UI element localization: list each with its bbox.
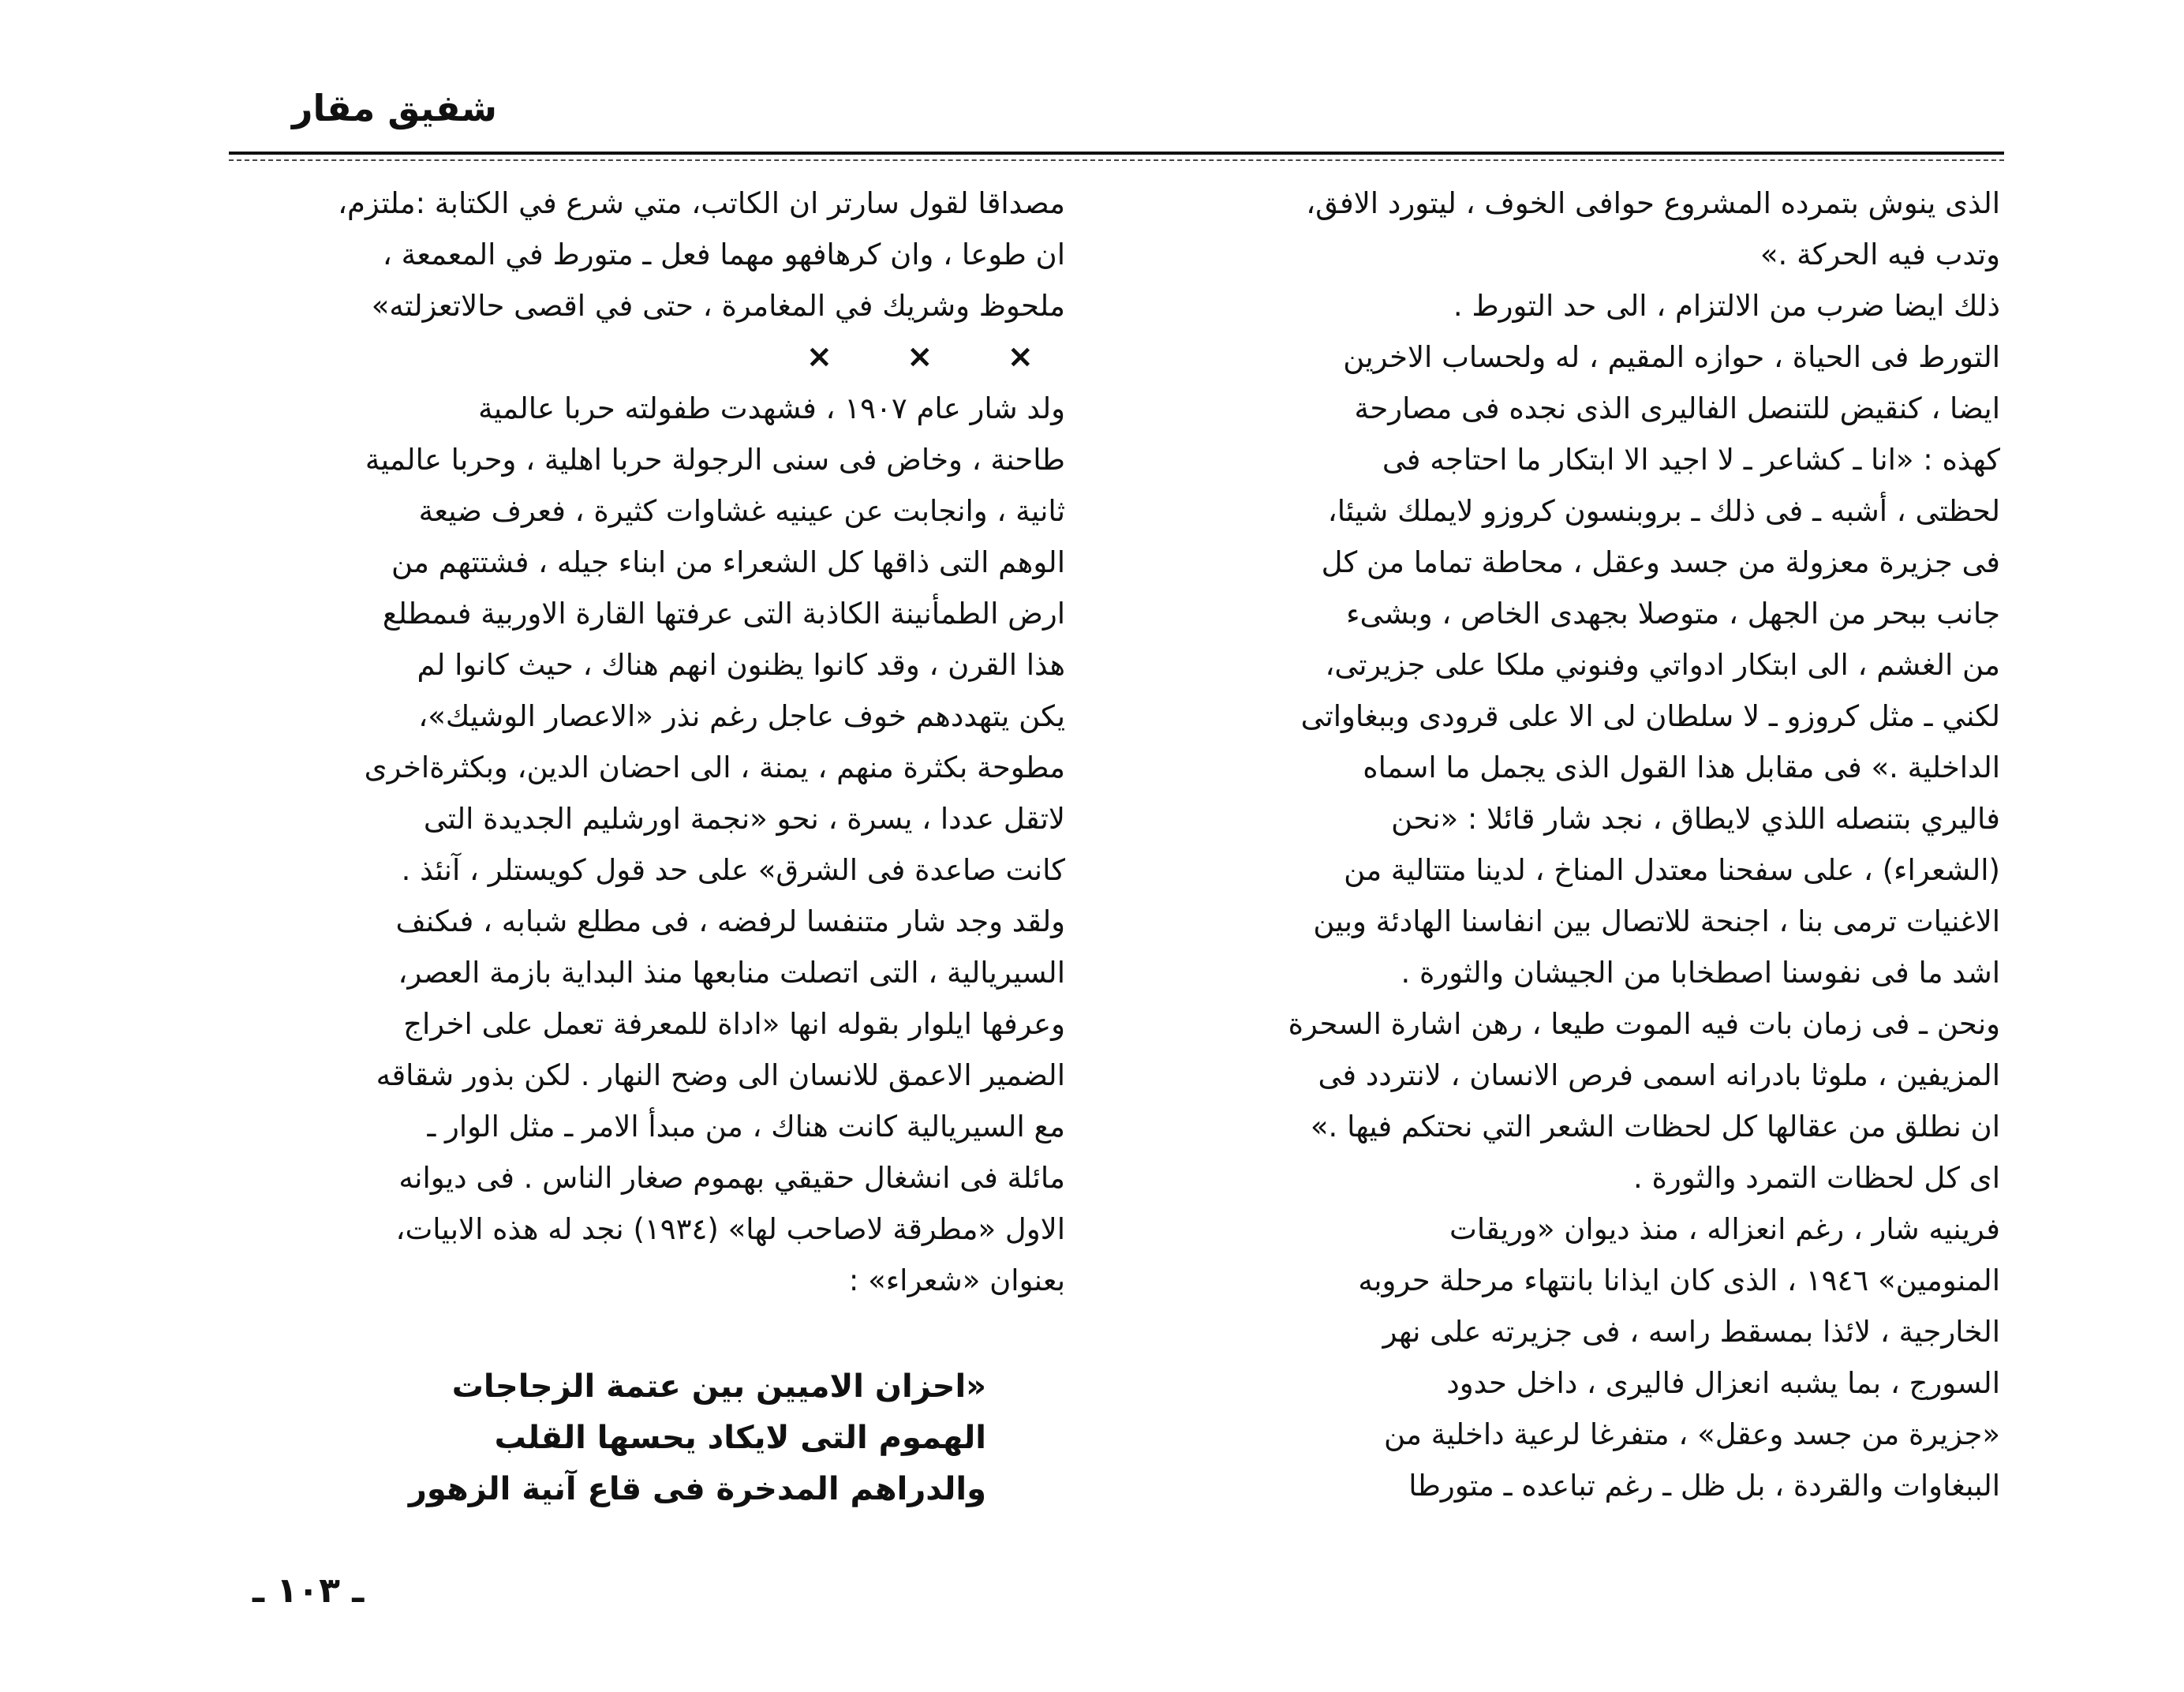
left-text-column — [201, 178, 1065, 1306]
text-line: ملحوظ وشريك في المغامرة ، حتى في اقصى حالاتعزلته» — [371, 289, 1065, 323]
text-line: اشد ما فى نفوسنا اصطخابا من الجيشان والثورة . — [1401, 956, 2000, 990]
text-line: الاول «مطرقة لاصاحب لها» (١٩٣٤) نجد له هذه الابيات، — [395, 1212, 1065, 1246]
text-line: التورط فى الحياة ، حوازه المقيم ، له ولحساب الاخرين — [1343, 340, 2000, 374]
text-line: ولقد وجد شار متنفسا لرفضه ، فى مطلع شبابه ، فىكنف — [395, 904, 1065, 938]
text-line: مصداقا لقول سارتر ان الكاتب، متي شرع في الكتابة :ملتزم، — [338, 186, 1065, 220]
text-line: ان نطلق من عقالها كل لحظات الشعر التي نحتكم فيها .» — [1310, 1110, 2000, 1144]
text-line: الوهم التى ذاقها كل الشعراء من ابناء جيله ، فشتتهم من — [391, 545, 1065, 579]
text-line: ايضا ، كنقيض للتنصل الفاليرى الذى نجده فى مصارحة — [1354, 391, 2000, 425]
text-line: لاتقل عددا ، يسرة ، نحو «نجمة اورشليم الجديدة التى — [423, 802, 1065, 836]
text-line: اى كل لحظات التمرد والثورة . — [1632, 1161, 2000, 1195]
text-line: ان طوعا ، وان كرهافهو مهما فعل ـ متورط في المعمعة ، — [382, 238, 1065, 271]
text-line: فى جزيرة معزولة من جسد وعقل ، محاطة تماما من كل — [1321, 545, 2000, 579]
text-line: الببغاوات والقردة ، بل ظل ـ رغم تباعده ـ متورطا — [1408, 1469, 2000, 1503]
text-line: جانب ببحر من الجهل ، متوصلا بجهدى الخاص ، وبشىء — [1346, 597, 2000, 631]
text-line: هذا القرن ، وقد كانوا يظنون انهم هناك ، حيث كانوا لم — [417, 648, 1065, 682]
text-line: المنومين» ١٩٤٦ ، الذى كان ايذانا بانتهاء مرحلة حروبه — [1358, 1263, 2000, 1297]
text-line: ثانية ، وانجابت عن عينيه غشاوات كثيرة ، فعرف ضيعة — [418, 494, 1065, 528]
text-line: ونحن ـ فى زمان بات فيه الموت طيعا ، رهن اشارة السحرة — [1288, 1007, 2000, 1041]
text-line: بعنوان «شعراء» : — [848, 1263, 1065, 1297]
text-line: طاحنة ، وخاض فى سنى الرجولة حربا اهلية ، وحربا عالمية — [365, 443, 1065, 477]
text-line: ذلك ايضا ضرب من الالتزام ، الى حد التورط . — [1453, 289, 2000, 323]
text-line: الخارجية ، لائذا بمسقط راسه ، فى جزيرته على نهر — [1382, 1315, 2000, 1349]
text-line: الذى ينوش بتمرده المشروع حوافى الخوف ، ليتورد الافق، — [1306, 186, 2000, 220]
text-line: الضمير الاعمق للانسان الى وضح النهار . لكن بذور شقاقه — [376, 1058, 1065, 1092]
page-number: ـ ١٠٣ ـ — [252, 1570, 365, 1611]
text-line: وعرفها ايلوار بقوله انها «اداة للمعرفة تعمل على اخراج — [403, 1007, 1065, 1041]
text-line: «جزيرة من جسد وعقل» ، متفرغا لرعية داخلية من — [1383, 1417, 2000, 1451]
text-line: مطوحة بكثرة منهم ، يمنة ، الى احضان الدين، وبكثرةاخرى — [364, 751, 1065, 784]
section-separator: × × × — [806, 339, 1065, 375]
text-line: يكن يتهددهم خوف عاجل رغم نذر «الاعصار الوشيك»، — [418, 699, 1065, 733]
poem-line: الهموم التى لايكاد يحسها القلب — [494, 1420, 986, 1456]
text-line: مائلة فى انشغال حقيقي بهموم صغار الناس . فى ديوانه — [398, 1161, 1065, 1195]
text-line: من الغشم ، الى ابتكار ادواتي وفنوني ملكا على جزيرتى، — [1325, 648, 2000, 682]
text-line: الداخلية .» فى مقابل هذا القول الذى يجمل ما اسماه — [1363, 751, 2000, 784]
text-line: (الشعراء) ، على سفحنا معتدل المناخ ، لدينا متتالية من — [1344, 853, 2000, 887]
text-line: ارض الطمأنينة الكاذبة التى عرفتها القارة الاوربية فىمطلع — [382, 597, 1065, 631]
poem-line: والدراهم المدخرة فى قاع آنية الزهور — [408, 1471, 986, 1507]
poem-block — [408, 1361, 986, 1515]
text-line: لحظتى ، أشبه ـ فى ذلك ـ بروبنسون كروزو لايملك شيئا، — [1327, 494, 2000, 528]
header-divider — [229, 152, 2004, 155]
right-text-column — [1144, 178, 2000, 1511]
text-line: فرينيه شار ، رغم انعزاله ، منذ ديوان «وريقات — [1449, 1212, 2000, 1246]
poem-line: «احزان الاميين بين عتمة الزجاجات — [451, 1368, 986, 1405]
text-line: لكني ـ مثل كروزو ـ لا سلطان لى الا على قرودى وببغاواتى — [1300, 699, 2000, 733]
text-line: المزيفين ، ملوثا بادرانه اسمى فرص الانسان ، لانتردد فى — [1318, 1058, 2000, 1092]
text-line: وتدب فيه الحركة .» — [1760, 238, 2000, 271]
text-line: ولد شار عام ١٩٠٧ ، فشهدت طفولته حربا عالمية — [478, 391, 1065, 425]
text-line: فاليري بتنصله اللذي لايطاق ، نجد شار قائلا : «نحن — [1391, 802, 2000, 836]
text-line: السيريالية ، التى اتصلت منابعها منذ البداية بازمة العصر، — [398, 956, 1065, 990]
text-line: مع السيريالية كانت هناك ، من مبدأ الامر ـ مثل الوار ـ — [427, 1110, 1065, 1144]
text-line: كانت صاعدة فى الشرق» على حد قول كويستلر ، آنئذ . — [401, 853, 1065, 887]
text-line: السورج ، بما يشبه انعزال فاليرى ، داخل حدود — [1446, 1366, 2000, 1400]
text-line: كهذه : «انا ـ كشاعر ـ لا اجيد الا ابتكار ما احتاجه فى — [1382, 443, 2000, 477]
header-divider-dashed — [229, 159, 2004, 161]
page-header-title: شفيق مقار — [292, 87, 497, 129]
text-line: الاغنيات ترمى بنا ، اجنحة للاتصال بين انفاسنا الهادئة وبين — [1313, 904, 2000, 938]
